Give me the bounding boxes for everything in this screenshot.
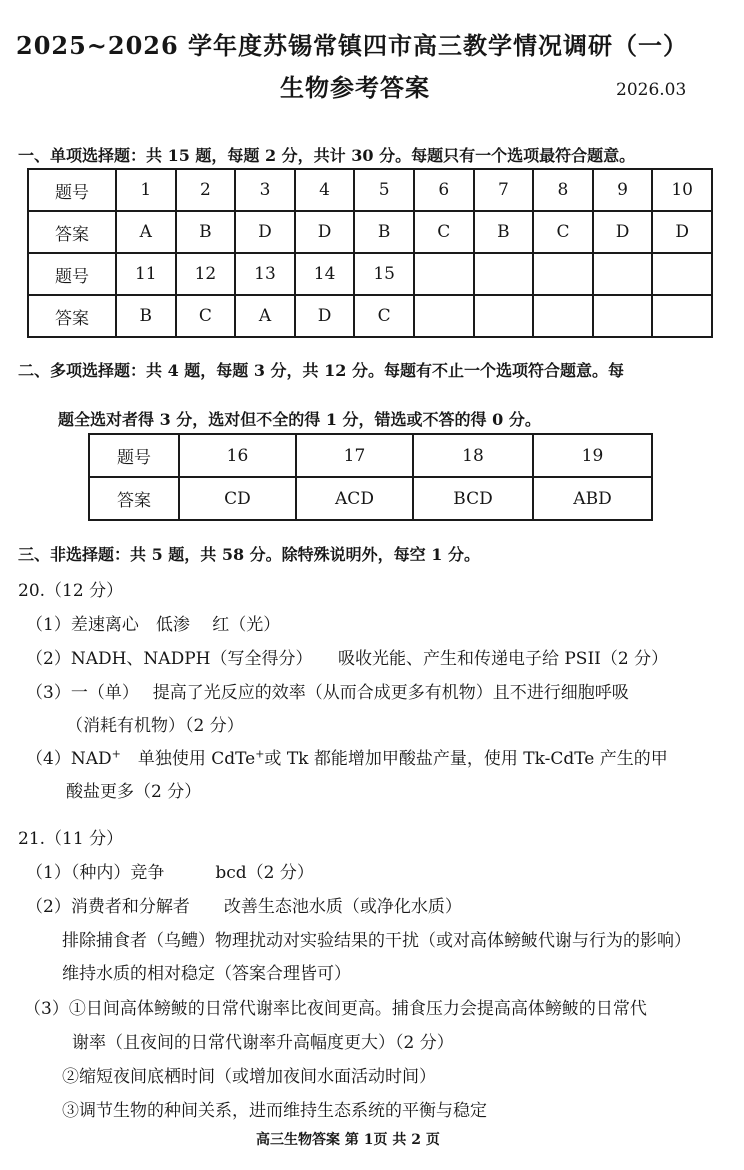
q20-answer-3: （3）一（单） 提高了光反应的效率（从而合成更多有机物）且不进行细胞呼吸 — [26, 683, 629, 703]
empty-cell — [652, 295, 712, 337]
row-label: 题号 — [89, 434, 179, 477]
table-row — [28, 211, 712, 253]
answer-cell: BCD — [413, 477, 533, 520]
answer-cell: D — [652, 211, 712, 253]
empty-cell — [414, 295, 474, 337]
answer-cell: A — [116, 211, 176, 253]
q20-answer-4-part3: 或 Tk 都能增加甲酸盐产量，使用 Tk-CdTe 产生的甲 — [264, 749, 668, 769]
table-row — [89, 477, 652, 520]
answer-cell: A — [235, 295, 295, 337]
answer-cell: C — [414, 211, 474, 253]
q20-answer-4 — [26, 744, 668, 769]
question-number: 4 — [295, 169, 355, 211]
question-number: 6 — [414, 169, 474, 211]
question-number: 16 — [179, 434, 296, 477]
table-row — [28, 253, 712, 295]
row-label: 题号 — [28, 253, 116, 295]
answer-cell: ACD — [296, 477, 413, 520]
q20-answer-4-part2: 单独使用 CdTe — [120, 749, 256, 769]
question-number: 18 — [413, 434, 533, 477]
q20-heading: 20.（12 分） — [18, 581, 124, 601]
question-number: 19 — [533, 434, 652, 477]
q21-answer-3: （3）①日间高体鳑鲏的日常代谢率比夜间更高。捕食压力会提高高体鳑鲏的日常代 — [24, 999, 647, 1019]
answer-cell: B — [354, 211, 414, 253]
empty-cell — [593, 295, 653, 337]
single-choice-table — [27, 168, 713, 338]
q21-answer-3-item3: ③调节生物的种间关系，进而维持生态系统的平衡与稳定 — [62, 1101, 487, 1121]
question-number: 9 — [593, 169, 653, 211]
empty-cell — [414, 253, 474, 295]
answer-cell: C — [176, 295, 236, 337]
answer-cell: D — [295, 295, 355, 337]
q20-answer-2: （2）NADH、NADPH（写全得分） 吸收光能、产生和传递电子给 PSII（2 分） — [26, 649, 669, 669]
q21-answer-3-cont: 谢率（且夜间的日常代谢率升高幅度更大）（2 分） — [72, 1033, 454, 1053]
question-number: 7 — [474, 169, 534, 211]
question-number: 3 — [235, 169, 295, 211]
q21-answer-2: （2）消费者和分解者 改善生态池水质（或净化水质） — [26, 897, 462, 917]
table-row — [28, 295, 712, 337]
question-number: 5 — [354, 169, 414, 211]
answer-cell: CD — [179, 477, 296, 520]
question-number: 12 — [176, 253, 236, 295]
question-number: 15 — [354, 253, 414, 295]
section2-heading-cont: 题全选对者得 3 分，选对但不全的得 1 分，错选或不答的得 0 分。 — [58, 410, 541, 429]
document-date: 2026.03 — [616, 80, 687, 100]
q20-answer-4-part1: （4）NAD — [26, 749, 112, 769]
q20-answer-4-cont: 酸盐更多（2 分） — [66, 782, 202, 802]
question-number: 17 — [296, 434, 413, 477]
page-subtitle: 生物参考答案 — [280, 73, 430, 102]
row-label: 答案 — [28, 211, 116, 253]
empty-cell — [474, 295, 534, 337]
row-label: 答案 — [28, 295, 116, 337]
answer-cell: B — [176, 211, 236, 253]
superscript: + — [255, 747, 265, 761]
empty-cell — [533, 253, 593, 295]
answer-cell: B — [116, 295, 176, 337]
question-number: 11 — [116, 253, 176, 295]
row-label: 题号 — [28, 169, 116, 211]
empty-cell — [652, 253, 712, 295]
table-row — [28, 169, 712, 211]
question-number: 14 — [295, 253, 355, 295]
q21-heading: 21.（11 分） — [18, 829, 124, 849]
section2-heading: 二、多项选择题：共 4 题，每题 3 分，共 12 分。每题有不止一个选项符合题意。每 — [18, 361, 624, 380]
question-number: 2 — [176, 169, 236, 211]
section3-heading: 三、非选择题：共 5 题，共 58 分。除特殊说明外，每空 1 分。 — [18, 545, 480, 564]
answer-cell: ABD — [533, 477, 652, 520]
question-number: 10 — [652, 169, 712, 211]
q21-answer-2-cont: 排除捕食者（乌鳢）物理扰动对实验结果的干扰（或对高体鳑鲏代谢与行为的影响） — [62, 931, 691, 951]
empty-cell — [474, 253, 534, 295]
answer-cell: D — [593, 211, 653, 253]
page-title: 2025~2026 学年度苏锡常镇四市高三教学情况调研（一） — [16, 31, 689, 60]
answer-cell: B — [474, 211, 534, 253]
section1-heading: 一、单项选择题：共 15 题，每题 2 分，共计 30 分。每题只有一个选项最符合题意。 — [18, 146, 636, 165]
q21-answer-1: （1）（种内）竞争 bcd（2 分） — [26, 863, 314, 883]
table-row — [89, 434, 652, 477]
question-number: 13 — [235, 253, 295, 295]
q21-answer-3-item2: ②缩短夜间底栖时间（或增加夜间水面活动时间） — [62, 1067, 436, 1087]
answer-cell: C — [533, 211, 593, 253]
q20-answer-1: （1）差速离心 低渗 红（光） — [26, 615, 281, 635]
answer-cell: D — [235, 211, 295, 253]
question-number: 1 — [116, 169, 176, 211]
superscript: + — [111, 747, 121, 761]
answer-cell: C — [354, 295, 414, 337]
empty-cell — [593, 253, 653, 295]
q21-answer-2-cont2: 维持水质的相对稳定（答案合理皆可） — [62, 964, 351, 984]
page-footer: 高三生物答案 第 1页 共 2 页 — [256, 1132, 440, 1148]
answer-cell: D — [295, 211, 355, 253]
empty-cell — [533, 295, 593, 337]
multi-choice-table — [88, 433, 653, 521]
question-number: 8 — [533, 169, 593, 211]
row-label: 答案 — [89, 477, 179, 520]
q20-answer-3-cont: （消耗有机物）（2 分） — [66, 716, 244, 736]
